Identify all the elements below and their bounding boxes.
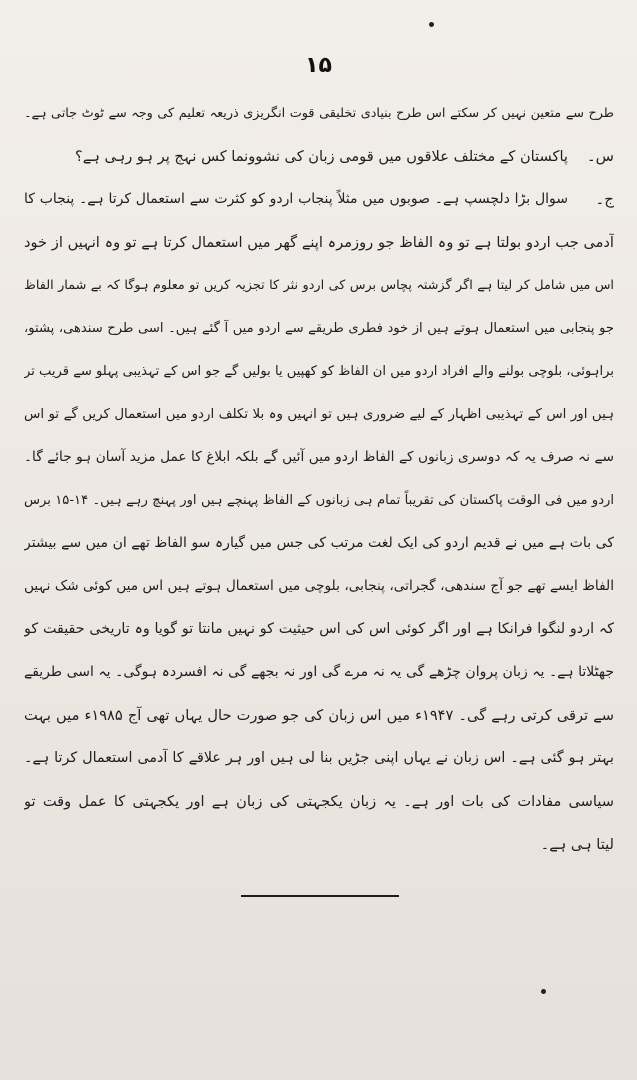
text-line (24, 737, 614, 780)
bottom-ink-dot (541, 989, 546, 994)
text-line-content: براہوئی، بلوچی بولنے والے افراد اردو میں ان الفاظ کو کھپیں یا بولیں گے جو اس کے تہذیبی پہلو سے قریب تر (24, 364, 614, 379)
text-line (24, 92, 614, 135)
text-line-content: پاکستان کے مختلف علاقوں میں قومی زبان کی نشوونما کس نہج پر ہو رہی ہے؟ (75, 148, 568, 165)
text-line-content: کی بات ہے میں نے قدیم اردو کی ایک لغت مرتب کی جس میں گیارہ سو الفاظ تھے ان میں سے بیشتر (24, 535, 614, 551)
text-line-content: سے ترقی کرتی رہے گی۔ ۱۹۴۷ء میں اس زبان کی جو صورت حال یہاں تھی آج ۱۹۸۵ء میں بہت (24, 707, 614, 724)
text-line (24, 608, 614, 651)
text-line (24, 823, 614, 866)
text-line-content: الفاظ ایسے تھے جو آج سندھی، گجراتی، پنجابی، بلوچی میں استعمال ہوتے ہیں اس میں کوئی شک نہیں (24, 578, 614, 594)
text-line (24, 350, 614, 393)
text-line (24, 307, 614, 350)
text-line (24, 178, 614, 221)
text-line (24, 393, 614, 436)
text-line-content: کہ اردو لنگوا فرانکا ہے اور اگر کوئی اس کی اس حیثیت کو نہیں مانتا تو گویا وہ تاریخی حقیقت کو (24, 621, 614, 637)
text-line-content: طرح سے متعین نہیں کر سکتے اس طرح بنیادی تخلیقی قوت انگریزی ذریعہ تعلیم کی وجہ سے ٹوٹ جاتی ہے۔ (24, 106, 614, 121)
text-line (24, 135, 614, 178)
text-line (24, 565, 614, 608)
text-line-content: بہتر ہو گئی ہے۔ اس زبان نے یہاں اپنی جڑیں بنا لی ہیں اور ہر علاقے کا آدمی استعمال کرتا ہے۔ (24, 750, 614, 766)
text-line-content: سے نہ صرف یہ کہ دوسری زبانوں کے الفاظ اردو میں آئیں گے بلکہ ابلاغ کا عمل مزید آسان ہو جائے گا۔ (24, 449, 614, 465)
body-text (24, 92, 614, 866)
text-line (24, 436, 614, 479)
text-line-content: اس میں شامل کر لیتا ہے اگر گزشتہ پچاس برس کی اردو نثر کا تجزیہ کریں تو معلوم ہوگا کہ بے شمار الفاظ (24, 278, 614, 293)
text-line-content: سیاسی مفادات کی بات اور ہے۔ یہ زبان یکجہتی کی زبان ہے اور یکجہتی کا عمل وقت تو (24, 793, 614, 810)
text-line (24, 780, 614, 823)
text-line-content: ہیں اور اس کے تہذیبی اظہار کے لیے ضروری ہیں تو انہیں وہ بلا تکلف اردو میں استعمال کریں گے تو اس (24, 407, 614, 422)
top-ink-dot (429, 22, 434, 27)
text-line-content: سوال بڑا دلچسپ ہے۔ صوبوں میں مثلاً پنجاب اردو کو کثرت سے استعمال کرتا ہے۔ پنجاب کا (24, 191, 568, 207)
text-line (24, 264, 614, 307)
closing-rule (241, 895, 399, 897)
text-line (24, 694, 614, 737)
text-line (24, 522, 614, 565)
text-line (24, 651, 614, 694)
text-line-content: آدمی جب اردو بولتا ہے تو وہ الفاظ جو روزمرہ اپنے گھر میں استعمال کرتا ہے تو وہ انہیں از خود (24, 234, 614, 251)
page-number: ۱۵ (305, 53, 332, 78)
text-line-content: جھٹلاتا ہے۔ یہ زبان پروان چڑھے گی یہ نہ مرے گی اور نہ بجھے گی نہ افسردہ ہوگی۔ یہ اسی طریقے (24, 664, 614, 680)
text-line (24, 479, 614, 522)
text-line-content: جو پنجابی میں استعمال ہوتے ہیں از خود فطری طریقے سے اردو میں آ گئے ہیں۔ اسی طرح سندھی، پشتو، (24, 321, 614, 336)
question-answer-marker: س۔ (586, 147, 614, 165)
question-answer-marker: ج۔ (595, 190, 614, 208)
text-line-content: لیتا ہی ہے۔ (540, 836, 614, 853)
text-line (24, 221, 614, 264)
text-line-content: اردو میں فی الوقت پاکستان کی تقریباً تمام ہی زبانوں کے الفاظ پہنچے ہیں اور پہنچ رہے ہیں۔ ۱۴-۱۵ برس (24, 493, 614, 508)
